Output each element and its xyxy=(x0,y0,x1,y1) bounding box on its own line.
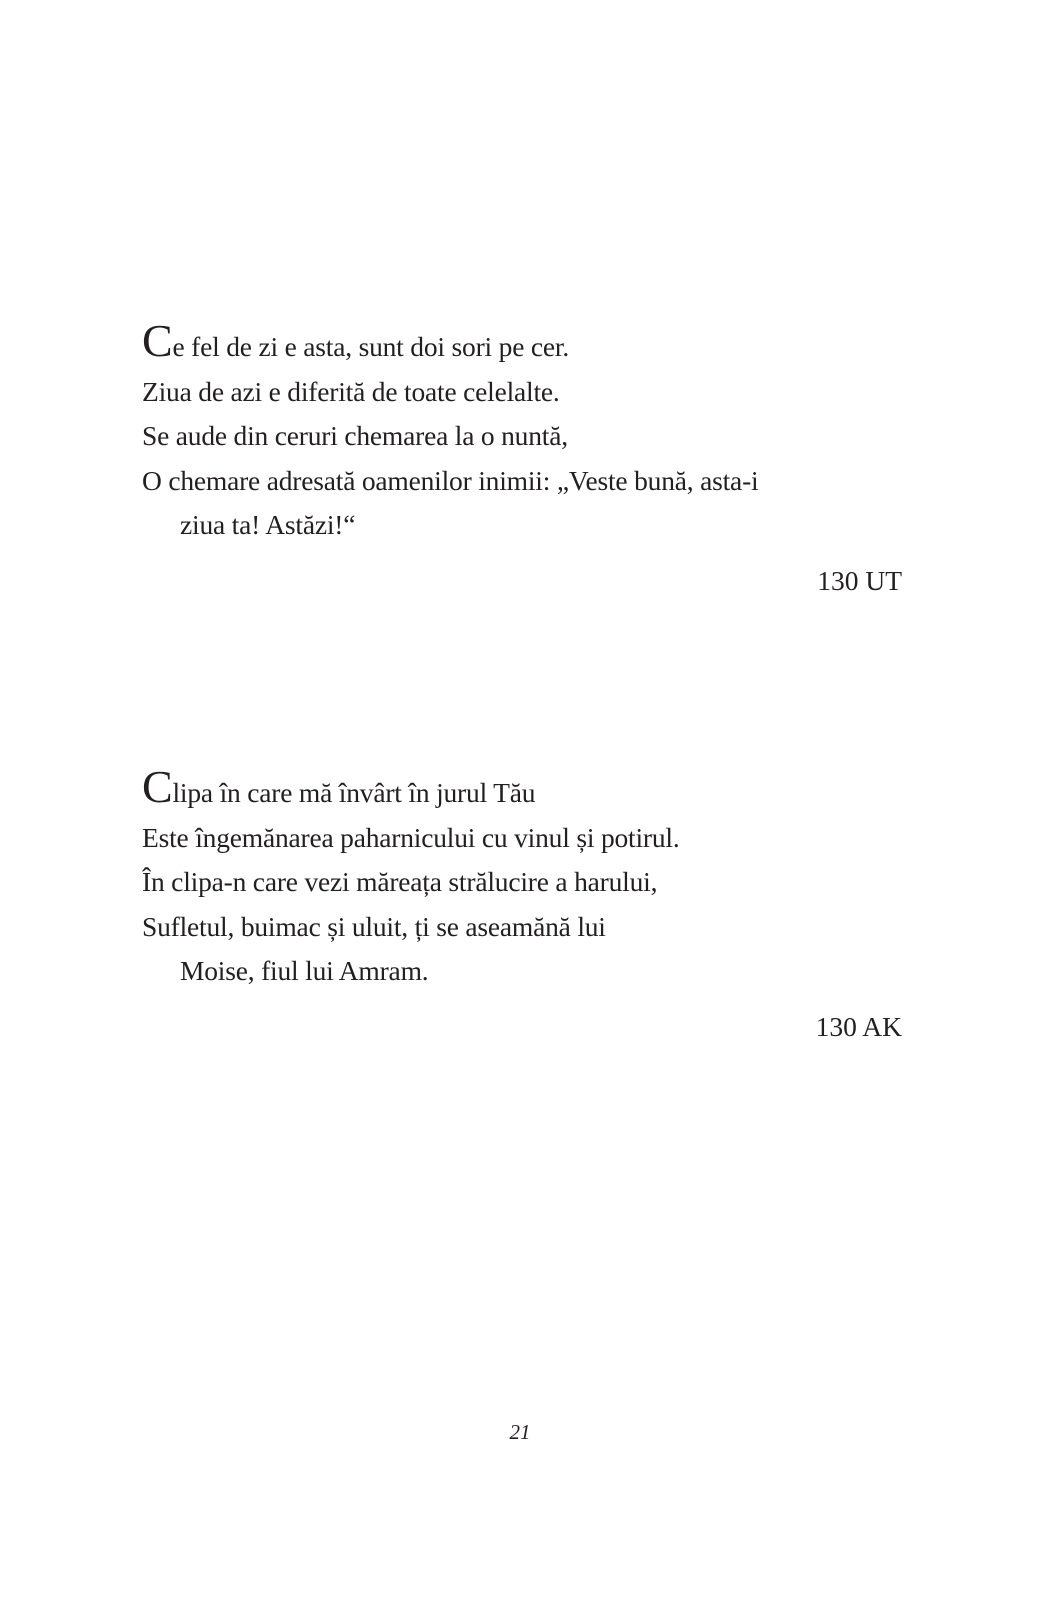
poem-line-continuation: ziua ta! Astăzi!“ xyxy=(180,509,356,540)
line-text: lipa în care mă învârt în jurul Tău xyxy=(172,777,536,808)
drop-cap: C xyxy=(142,315,173,366)
poem-1 xyxy=(142,315,902,548)
poem-line: Se aude din ceruri chemarea la o nuntă, xyxy=(142,420,568,451)
poem-line: O chemare adresată oamenilor inimii: „Veste bună, asta-i xyxy=(142,464,759,496)
poem-attribution: 130 UT xyxy=(817,565,902,596)
page-number: 21 xyxy=(509,1420,531,1444)
poem-line xyxy=(142,761,902,816)
poem-line: Este îngemănarea paharnicului cu vinul și potirul. xyxy=(142,821,680,853)
poem-attribution: 130 AK xyxy=(815,1011,902,1042)
drop-cap: C xyxy=(142,761,173,812)
line-text: e fel de zi e asta, sunt doi sori pe cer. xyxy=(172,331,569,362)
poem-line xyxy=(142,315,902,370)
poem-2 xyxy=(142,761,902,994)
poem-line: Ziua de azi e diferită de toate celelalte. xyxy=(142,375,560,407)
poem-line: În clipa-n care vezi măreața strălucire a harului, xyxy=(142,866,658,897)
poem-line-continuation: Moise, fiul lui Amram. xyxy=(180,955,429,986)
poem-line: Sufletul, buimac și uluit, ți se aseamănă lui xyxy=(142,910,606,942)
